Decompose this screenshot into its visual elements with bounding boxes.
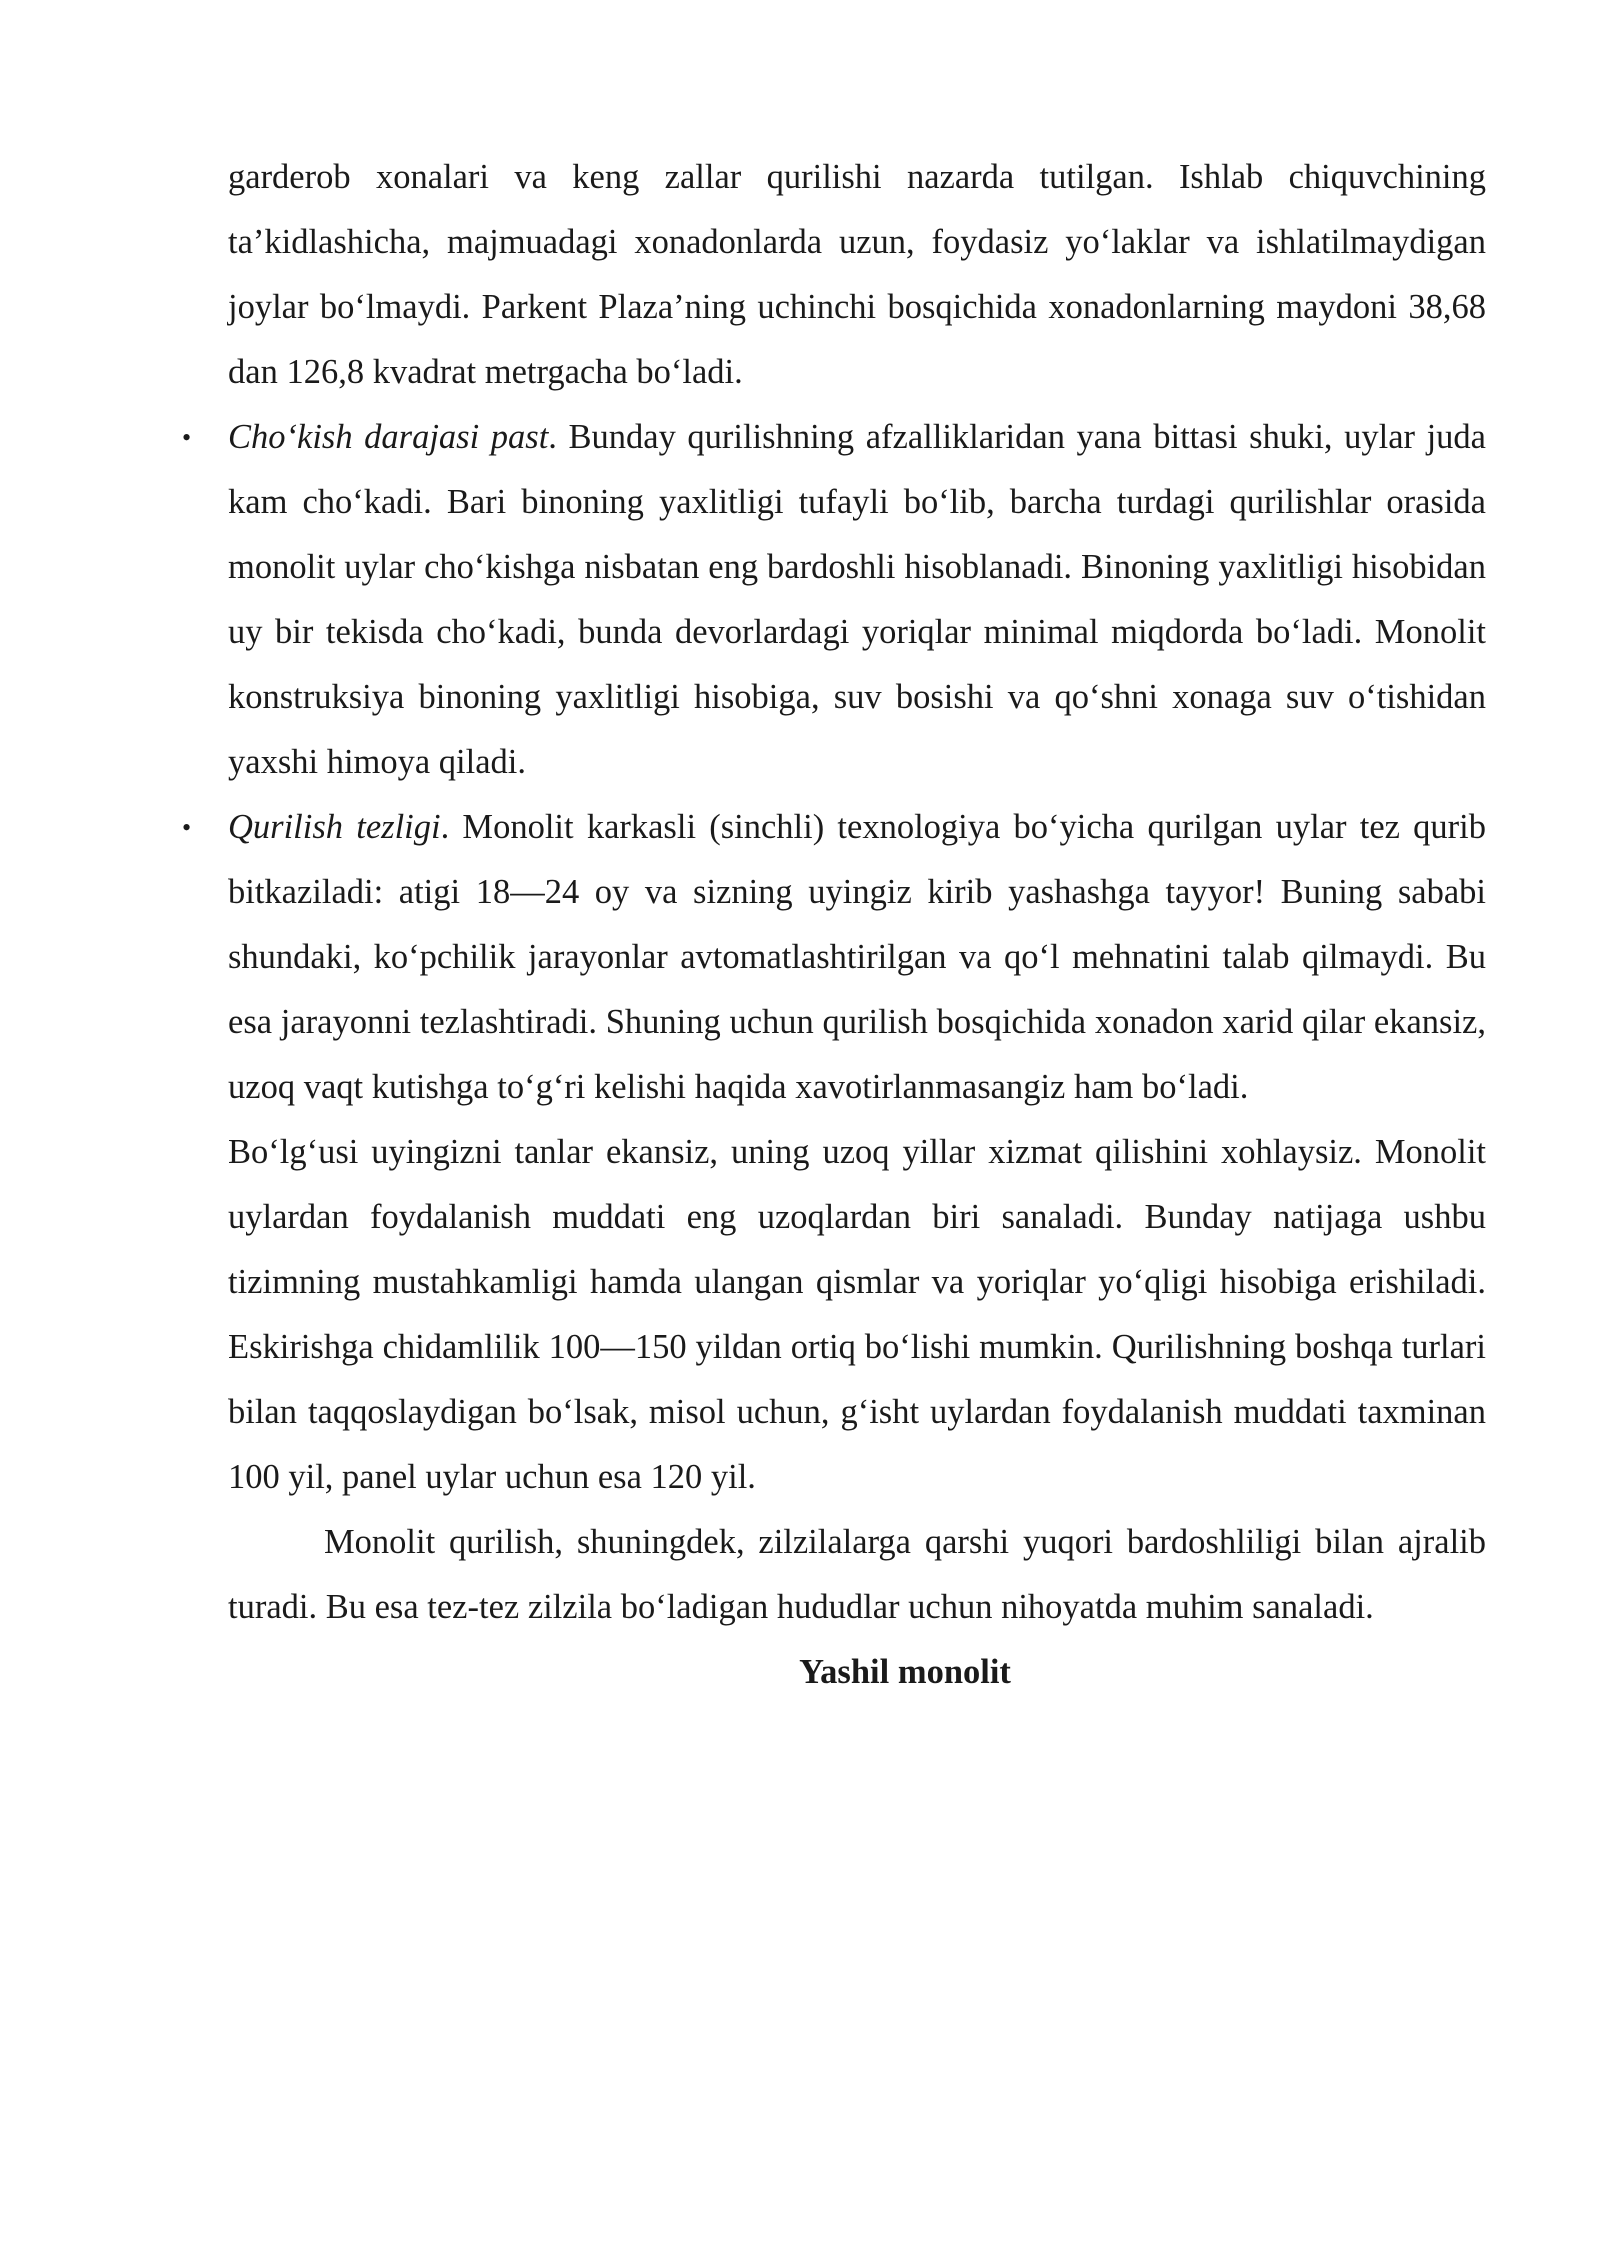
continued-list-text: garderob xonalari va keng zallar qurilishi nazarda tutilgan. Ishlab chiquvchining ta’kidlashicha, majmuadagi xonadonlarda uzun, foydasiz yo‘laklar va ishlatilmaydigan joylar bo‘lmaydi. Parkent Plaza’ning uchinchi bosqichida xonadonlarning maydoni 38,68 dan 126,8 kvadrat metrgacha bo‘ladi. [228, 158, 1486, 391]
document-body [182, 145, 1486, 1705]
section-heading: Yashil monolit [799, 1653, 1011, 1691]
list-item-settlement [182, 405, 1486, 795]
list-item-title: Qurilish tezligi [228, 808, 441, 846]
paragraph-seismic: Monolit qurilish, shuningdek, zilzilalarga qarshi yuqori bardoshliligi bilan ajralib turadi. Bu esa tez-tez zilzila bo‘ladigan hududlar uchun nihoyatda muhim sanaladi. [228, 1523, 1486, 1626]
bullet-icon: • [182, 813, 192, 842]
bullet-icon: • [182, 423, 192, 452]
list-item-text: . Monolit karkasli (sinchli) texnologiya bo‘yicha qurilgan uylar tez qurib bitkaziladi: atigi 18—24 oy va sizning uyingiz kirib yashashga tayyor! Buning sababi shundaki, ko‘pchilik jarayonlar avtomatlashtirilgan va qo‘l mehnatini talab qilmaydi. Bu esa jarayonni tezlashtiradi. Shuning uchun qurilish bosqichida xonadon xarid qilar ekansiz, uzoq vaqt kutishga to‘g‘ri kelishi haqida xavotirlanmasangiz ham bo‘ladi. [228, 808, 1486, 1106]
list-item-title: Cho‘kish darajasi past [228, 418, 549, 456]
list-item-text: . Bunday qurilishning afzalliklaridan yana bittasi shuki, uylar juda kam cho‘kadi. Bari binoning yaxlitligi tufayli bo‘lib, barcha turdagi qurilishlar orasida monolit uylar cho‘kishga nisbatan eng bardoshli hisoblanadi. Binoning yaxlitligi hisobidan uy bir tekisda cho‘kadi, bunda devorlardagi yoriqlar minimal miqdorda bo‘ladi. Monolit konstruksiya binoning yaxlitligi hisobiga, suv bosishi va qo‘shni xonaga suv o‘tishidan yaxshi himoya qiladi. [228, 418, 1486, 781]
paragraph-durability: Bo‘lg‘usi uyingizni tanlar ekansiz, uning uzoq yillar xizmat qilishini xohlaysiz. Monolit uylardan foydalanish muddati eng uzoqlardan biri sanaladi. Bunday natijaga ushbu tizimning mustahkamligi hamda ulangan qismlar va yoriqlar yo‘qligi hisobiga erishiladi. Eskirishga chidamlilik 100—150 yildan ortiq bo‘lishi mumkin. Qurilishning boshqa turlari bilan taqqoslaydigan bo‘lsak, misol uchun, g‘isht uylardan foydalanish muddati taxminan 100 yil, panel uylar uchun esa 120 yil. [228, 1133, 1486, 1496]
list-item-speed [182, 795, 1486, 1120]
